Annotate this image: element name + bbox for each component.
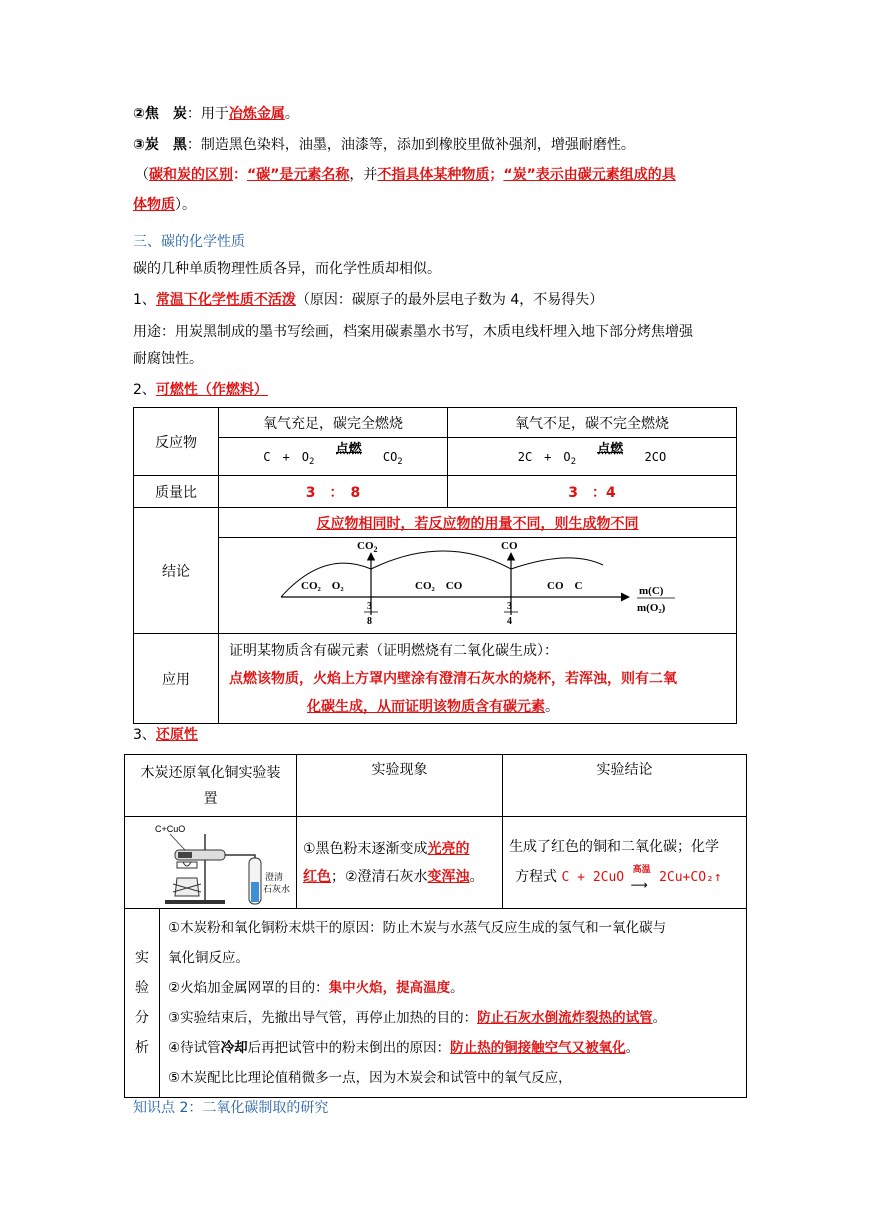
diff-title: 碳和炭的区别 [149, 167, 233, 183]
point1-red: 常温下化学性质不活泼 [155, 292, 296, 308]
intro-line: 碳的几种单质物理性质各异，而化学性质却相似。 [133, 261, 441, 277]
col-full-header: 氧气充足，碳完全燃烧 [219, 408, 448, 438]
app-line-1: 证明某物质含有碳元素（证明燃烧有二氧化碳生成）： [229, 642, 558, 659]
knowledge-point-title: 知识点 2：二氧化碳制取的研究 [133, 1100, 329, 1116]
side-char-1: 实 [134, 950, 149, 966]
analysis-5: ⑤木炭配比比理论值稍微多一点，因为木炭会和试管中的氧气反应， [167, 1070, 572, 1086]
point3-red: 还原性 [155, 727, 198, 743]
pointer-line [170, 834, 185, 850]
diagram-seg3: CO C [547, 579, 583, 592]
col-partial-header: 氧气不足，碳不完全燃烧 [447, 408, 736, 438]
point3-num: 3、 [133, 727, 156, 743]
phen-b: 光亮的 [427, 840, 470, 857]
row-reactant-label: 反应物 [134, 408, 219, 476]
apparatus-label-side1: 澄清 [265, 871, 284, 882]
side-char-4: 析 [134, 1040, 149, 1056]
eq1-left: C + O [263, 450, 309, 464]
side-char-3: 分 [134, 1010, 149, 1026]
use-line-2: 耐腐蚀性。 [133, 351, 203, 367]
diff-colon: ： [233, 167, 247, 183]
analysis-4-mid: 后再把试管中的粉末倒出的原因： [247, 1040, 451, 1056]
difference-line-1 [135, 165, 676, 185]
phen-a: ①黑色粉末逐渐变成 [302, 840, 428, 857]
frac2-num: 3 [507, 600, 512, 612]
eq1-right: CO [382, 450, 398, 464]
concl-eq-right: 2Cu+CO₂↑ [659, 869, 722, 885]
phen-e: 变浑浊 [427, 868, 470, 885]
analysis-side-label [125, 909, 160, 1098]
point2-red: 可燃性（作燃料） [155, 382, 268, 398]
conclusion-text: 反应物相同时，若反应物的用量不同，则生成物不同 [219, 508, 737, 538]
analysis-3-pre: ③实验结束后，先撤出导气管，再停止加热的目的： [167, 1010, 478, 1026]
analysis-4-red: 防止热的铜接触空气又被氧化 [450, 1040, 626, 1056]
arc-2 [371, 551, 511, 569]
row-mass-label: 质量比 [134, 476, 219, 508]
mass-ratio-partial: 3 ：4 [447, 476, 736, 508]
eq1-sub: 2 [308, 457, 315, 467]
app-end: 。 [545, 698, 559, 715]
stand-base [165, 900, 225, 904]
point2-num: 2、 [133, 382, 156, 398]
diagram-seg1: CO₂ O₂ [301, 579, 344, 592]
apparatus-cell [125, 817, 297, 909]
lamp-net [177, 862, 197, 868]
axis-label-num: m(C) [639, 584, 664, 597]
apparatus-label-side2: 石灰水 [263, 883, 291, 894]
apparatus-label-top: C+CuO [155, 823, 186, 834]
row-conclusion-label: 结论 [134, 508, 219, 634]
head-apparatus-a: 木炭还原氧化铜实验装 [140, 764, 281, 781]
head-apparatus [125, 755, 297, 817]
point1-line [133, 290, 603, 310]
side-char-2: 验 [134, 980, 149, 996]
analysis-4-bold: 冷却 [220, 1040, 248, 1056]
equation-full [219, 438, 448, 476]
point3-line [133, 725, 198, 745]
phenomenon-cell [296, 817, 502, 909]
tanhei-line [133, 135, 635, 155]
row-application-label: 应用 [134, 634, 219, 724]
concl-eq-left: C + 2CuO [561, 869, 625, 885]
diff-a: “碳”是元素名称 [247, 167, 350, 183]
app-red-2: 化碳生成，从而证明该物质含有碳元素 [307, 698, 545, 715]
ratio-diagram [219, 539, 735, 633]
combustion-table [133, 407, 737, 724]
difference-line-2 [133, 195, 196, 215]
eq2-sub: 2 [570, 457, 577, 467]
powder [178, 852, 192, 858]
lamp-flame [183, 862, 191, 866]
apparatus-image [125, 818, 295, 908]
analysis-2-end: 。 [450, 980, 464, 996]
jiaotan-line [133, 104, 299, 124]
eq2-left: 2C + O [517, 450, 571, 464]
application-cell [219, 634, 737, 724]
ratio-diagram-cell [219, 538, 737, 634]
frac1-num: 3 [367, 600, 372, 612]
concl-b: 方程式 [515, 868, 558, 885]
frac1-den: 8 [367, 615, 372, 627]
diff-f: 体物质 [133, 197, 175, 213]
analysis-4-end: 。 [625, 1040, 640, 1056]
eq1-condition: 点燃 [335, 442, 362, 457]
diff-b: ，并 [349, 167, 378, 183]
analysis-1: ①木炭粉和氧化铜粉末烘干的原因：防止木炭与水蒸气反应生成的氢气和一氧化碳与 [167, 920, 667, 936]
mass-ratio-full: 3 ： 8 [219, 476, 448, 508]
diagram-top-right: CO [501, 539, 518, 552]
diagram-top-left: $CO_2$ [357, 539, 378, 554]
analysis-3-red: 防止石灰水倒流炸裂热的试管 [477, 1010, 653, 1026]
phen-f: 。 [469, 868, 484, 885]
frac2-den: 4 [507, 615, 512, 627]
analysis-4-pre: ④待试管 [167, 1040, 221, 1056]
eq1-right-sub: 2 [397, 457, 403, 467]
diff-e: “炭”表示由碳元素组成的具 [503, 167, 676, 183]
limewater [251, 882, 259, 902]
diff-open: （ [135, 167, 149, 183]
jiaotan-mid: ：用于 [186, 106, 229, 122]
phen-d: ；②澄清石灰水 [330, 868, 428, 885]
app-line-2: 点燃该物质，火焰上方罩内壁涂有澄清石灰水的烧杯，若浑浊，则有二氧 [229, 670, 677, 687]
tanhei-text: ：制造黑色染料，油墨，油漆等，添加到橡胶里做补强剂，增强耐磨性。 [186, 137, 635, 153]
point1-num: 1、 [133, 292, 156, 308]
diff-d: ； [489, 167, 504, 183]
concl-eq-cond: 高温 [632, 864, 651, 875]
equation-partial [447, 438, 736, 476]
analysis-2-pre: ②火焰加金属网罩的目的： [167, 980, 329, 996]
lamp-body [175, 878, 199, 896]
reduction-table [124, 754, 747, 1098]
analysis-1b: 氧化铜反应。 [167, 950, 249, 966]
point1-rest: （原因：碳原子的最外层电子数为 4，不易得失） [295, 292, 604, 308]
analysis-cell [159, 909, 746, 1098]
head-phenomenon: 实验现象 [296, 755, 502, 817]
phen-c: 红色 [302, 868, 331, 885]
eq2-condition: 点燃 [597, 442, 624, 457]
arc-3 [511, 557, 603, 568]
use-line-1: 用途：用炭黑制成的墨书写绘画，档案用碳素墨水书写，木质电线杆埋入地下部分烤焦增强 [133, 324, 693, 340]
diagram-seg2: CO₂ CO [415, 579, 463, 592]
head-conclusion: 实验结论 [503, 755, 747, 817]
section-title: 三、碳的化学性质 [133, 234, 245, 250]
app-line-3 [229, 693, 736, 721]
jiaotan-use: 冶炼金属 [228, 106, 285, 122]
diff-c: 不指具体某种物质 [377, 167, 490, 183]
analysis-2-red: 集中火焰，提高温度 [328, 980, 451, 996]
eq2-right: 2CO [644, 450, 667, 464]
jiaotan-end: 。 [284, 106, 299, 122]
diff-g: ）。 [175, 197, 196, 213]
point2-line [133, 380, 268, 400]
conclusion-cell: 生成了红色的铜和二氧化碳；化学 方程式 C + 2CuO $^{高温}$ ⟶ 2Cu+CO₂↑ [503, 817, 747, 909]
analysis-3-end: 。 [652, 1010, 667, 1026]
head-apparatus-b: 置 [203, 790, 218, 807]
concl-a: 生成了红色的铜和二氧化碳；化学 [509, 838, 720, 855]
axis-label-den: m(O₂) [637, 601, 666, 614]
jiaotan-label: ②焦 炭 [133, 106, 187, 122]
tanhei-label: ③炭 黑 [133, 137, 187, 153]
